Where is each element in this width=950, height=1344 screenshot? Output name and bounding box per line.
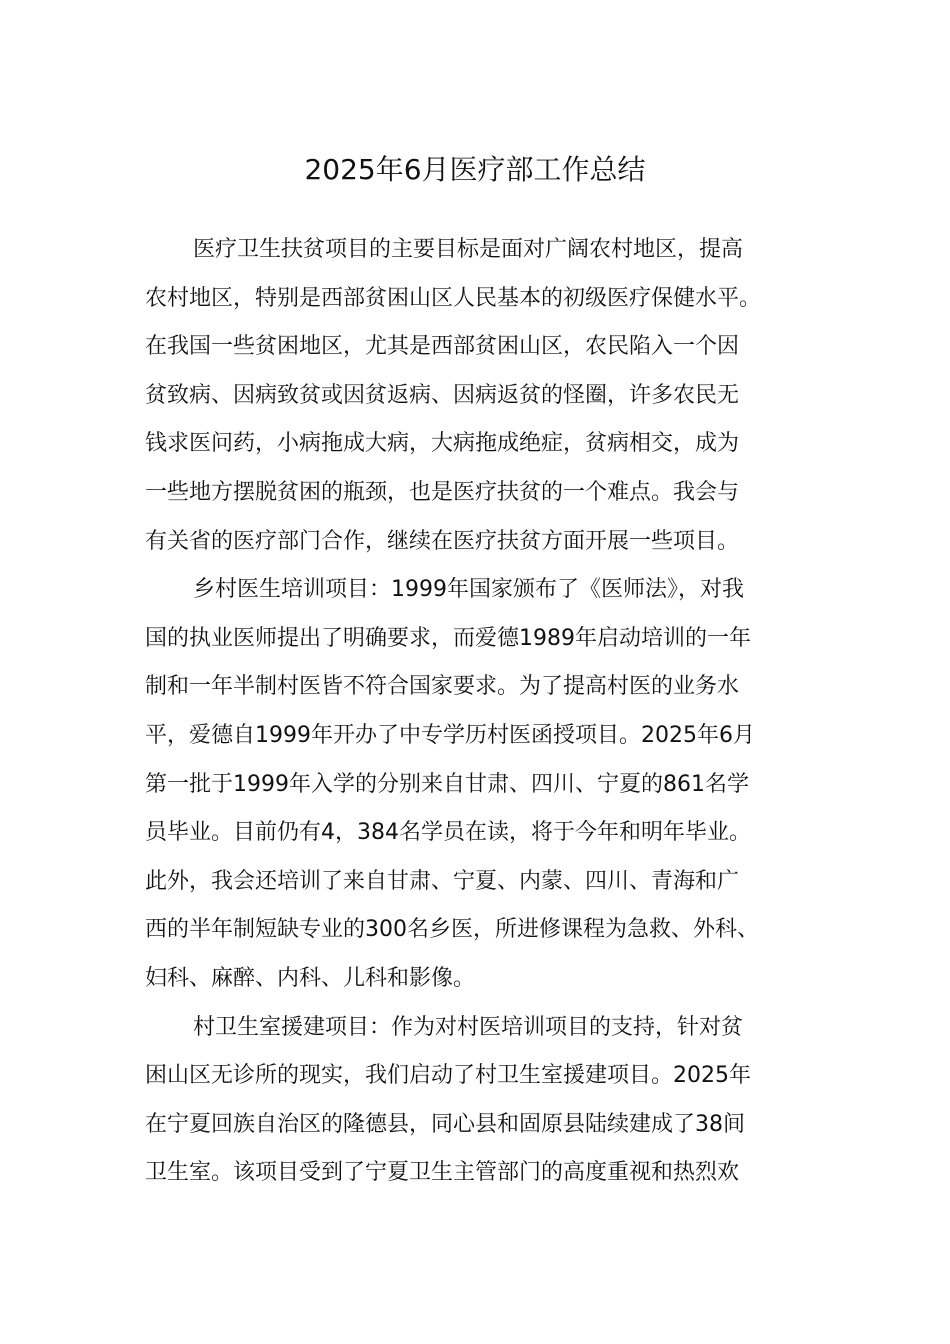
paragraph-line: 农村地区，特别是西部贫困山区人民基本的初级医疗保健水平。 [145,285,762,311]
paragraph-line: 国的执业医师提出了明确要求，而爱德1989年启动培训的一年 [145,625,751,651]
paragraph-line: 西的半年制短缺专业的300名乡医，所进修课程为急救、外科、 [145,917,759,943]
paragraph-village-clinic-construction [145,1004,845,1198]
paragraph-line: 困山区无诊所的现实，我们启动了村卫生室援建项目。2025年 [145,1063,751,1089]
paragraph-line: 村卫生室援建项目：作为对村医培训项目的支持，针对贫 [193,1014,744,1040]
paragraph-line: 员毕业。目前仍有4，384名学员在读，将于今年和明年毕业。 [145,820,751,846]
paragraph-line: 有关省的医疗部门合作，继续在医疗扶贫方面开展一些项目。 [145,528,740,554]
paragraph-line: 钱求医问药，小病拖成大病，大病拖成绝症，贫病相交，成为 [145,431,740,457]
paragraph-line: 制和一年半制村医皆不符合国家要求。为了提高村医的业务水 [145,674,740,700]
paragraph-line: 妇科、麻醉、内科、儿科和影像。 [145,965,476,991]
paragraph-line: 卫生室。该项目受到了宁夏卫生主管部门的高度重视和热烈欢 [145,1160,740,1186]
paragraph-medical-poverty-relief [145,226,845,566]
paragraph-line: 第一批于1999年入学的分别来自甘肃、四川、宁夏的861名学 [145,771,749,797]
paragraph-line: 在宁夏回族自治区的隆德县，同心县和固原县陆续建成了38间 [145,1111,745,1137]
paragraph-line: 乡村医生培训项目：1999年国家颁布了《医师法》，对我 [193,577,744,603]
document-title: 2025年6月医疗部工作总结 [304,152,646,186]
paragraph-line: 平，爱德自1999年开办了中专学历村医函授项目。2025年6月 [145,722,755,748]
document-body [145,226,845,1198]
paragraph-line: 在我国一些贫困地区，尤其是西部贫困山区，农民陷入一个因 [145,334,740,360]
paragraph-village-doctor-training [145,566,845,1003]
paragraph-line: 贫致病、因病致贫或因贫返病、因病返贫的怪圈，许多农民无 [145,382,740,408]
paragraph-line: 医疗卫生扶贫项目的主要目标是面对广阔农村地区，提高 [193,237,744,262]
paragraph-line: 此外，我会还培训了来自甘肃、宁夏、内蒙、四川、青海和广 [145,868,740,894]
paragraph-line: 一些地方摆脱贫困的瓶颈，也是医疗扶贫的一个难点。我会与 [145,479,740,505]
